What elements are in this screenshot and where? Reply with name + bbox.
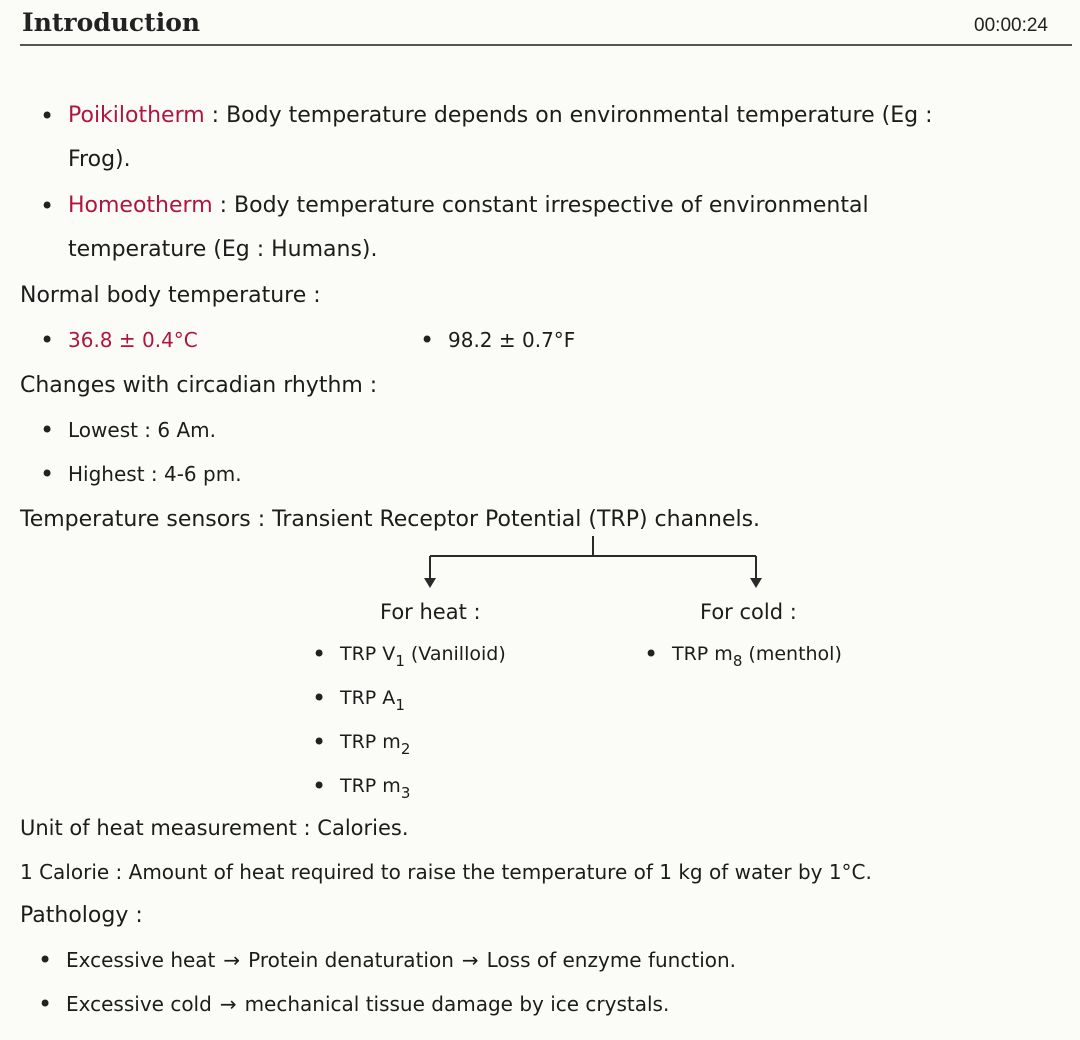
pathology-cold-row: [66, 990, 669, 1018]
heat-item-1-main: TRP V: [340, 643, 396, 665]
heat-item-2: [340, 684, 405, 719]
pathology-heat-outcome: Loss of enzyme function.: [486, 948, 737, 972]
heat-label: For heat :: [380, 600, 481, 624]
calorie-definition: 1 Calorie : Amount of heat required to raise the temperature of 1 kg of water by 1°C.: [20, 860, 872, 884]
poikilotherm-definition: Body temperature depends on environmental temperature (Eg :: [226, 103, 933, 128]
normal-temp-heading: Normal body temperature :: [20, 283, 321, 308]
cold-item-main: TRP m: [672, 643, 733, 665]
cold-item-sub: 8: [732, 652, 743, 670]
homeotherm-definition: Body temperature constant irrespective of environmental: [234, 193, 869, 218]
heat-item-2-main: TRP A: [340, 687, 396, 709]
heat-item-3-sub: 2: [400, 740, 411, 758]
pathology-cold-cause: Excessive cold: [66, 992, 212, 1016]
right-arrow-icon: →: [461, 948, 479, 972]
heat-item-3: [340, 728, 410, 763]
heat-arrow-icon: [424, 578, 436, 588]
circadian-highest: • Highest : 4-6 pm.: [68, 460, 242, 488]
heat-item-4-sub: 3: [400, 784, 411, 802]
heat-item-1-rest: (Vanilloid): [404, 643, 506, 665]
homeotherm-term: Homeotherm: [68, 193, 213, 218]
poikilotherm-term: Poikilotherm: [68, 103, 205, 128]
pathology-heading: Pathology :: [20, 903, 143, 928]
pathology-heat-effect: Protein denaturation: [248, 948, 454, 972]
pathology-heat-row: [66, 946, 736, 974]
heat-item-1-sub: 1: [395, 652, 405, 670]
pathology-cold-effect: mechanical tissue damage by ice crystals.: [244, 992, 670, 1016]
homeotherm-separator: :: [212, 193, 235, 218]
poikilotherm-separator: :: [204, 103, 227, 128]
poikilotherm-line-2: Frog).: [68, 147, 131, 172]
homeotherm-line-2: temperature (Eg : Humans).: [68, 237, 378, 262]
cold-label: For cold :: [700, 600, 797, 624]
unit-heat-line: Unit of heat measurement : Calories.: [20, 816, 409, 840]
pathology-heat-cause: Excessive heat: [66, 948, 216, 972]
circadian-heading: Changes with circadian rhythm :: [20, 373, 378, 398]
heat-item-3-main: TRP m: [340, 731, 401, 753]
heat-item-1: [340, 640, 506, 675]
celsius-value: 36.8 ± 0.4°C: [68, 328, 198, 352]
page-title: Introduction: [22, 8, 201, 37]
timer-display: 00:00:24: [974, 15, 1048, 36]
right-arrow-icon: →: [223, 948, 241, 972]
cold-item-rest: (menthol): [742, 643, 842, 665]
heat-item-4: [340, 772, 410, 807]
cold-item-1: [672, 640, 842, 675]
sensors-heading: Temperature sensors : Transient Receptor Potential (TRP) channels.: [20, 507, 761, 532]
circadian-lowest: • Lowest : 6 Am.: [68, 416, 216, 444]
right-arrow-icon: →: [219, 992, 237, 1016]
cold-arrow-icon: [750, 578, 762, 588]
normal-temp-fahrenheit: • 98.2 ± 0.7°F: [448, 326, 575, 354]
heat-item-4-main: TRP m: [340, 775, 401, 797]
heat-item-2-sub: 1: [395, 696, 405, 714]
